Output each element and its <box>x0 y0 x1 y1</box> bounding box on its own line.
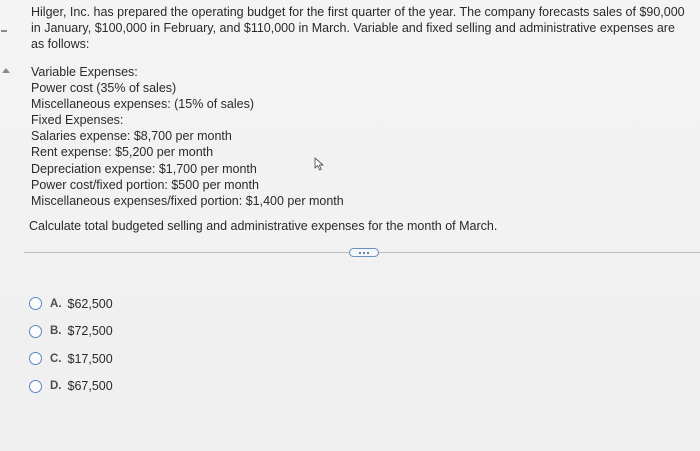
expense-line: Rent expense: $5,200 per month <box>31 145 214 160</box>
radio-button[interactable] <box>29 297 42 310</box>
mouse-cursor-icon <box>314 157 326 171</box>
ellipsis-icon <box>359 252 361 254</box>
option-letter: D. <box>50 380 62 393</box>
expense-line: Miscellaneous expenses/fixed portion: $1,400 per month <box>31 193 344 208</box>
option-text: $62,500 <box>67 296 113 311</box>
expense-line: Power cost/fixed portion: $500 per month <box>31 177 259 192</box>
radio-button[interactable] <box>29 352 42 365</box>
expense-line: Miscellaneous expenses: (15% of sales) <box>31 97 255 112</box>
ellipsis-icon <box>363 252 365 254</box>
expense-line: Depreciation expense: $1,700 per month <box>31 161 257 176</box>
option-letter: C. <box>50 352 62 365</box>
option-b[interactable] <box>29 318 113 346</box>
option-text: $67,500 <box>67 379 113 394</box>
option-text: $72,500 <box>67 324 113 339</box>
collapse-arrow-icon[interactable] <box>2 68 10 73</box>
question-intro: Hilger, Inc. has prepared the operating budget for the first quarter of the year. The company forecasts sales of $90,000 in January, $100,000 in February, and $110,000 in March. Variable and fixed selling and administrative expenses are as follows: <box>31 5 685 51</box>
option-text: $17,500 <box>67 351 113 366</box>
radio-button[interactable] <box>29 380 42 393</box>
more-button[interactable] <box>349 248 379 257</box>
option-letter: B. <box>50 325 62 338</box>
option-letter: A. <box>50 297 62 310</box>
option-d[interactable] <box>29 373 113 401</box>
margin-tick-icon <box>1 30 7 32</box>
expense-line: Salaries expense: $8,700 per month <box>31 129 232 144</box>
ellipsis-icon <box>367 252 369 254</box>
option-a[interactable] <box>29 290 113 318</box>
option-c[interactable] <box>29 345 113 373</box>
expense-line: Fixed Expenses: <box>31 113 124 128</box>
expense-line: Variable Expenses: <box>31 65 138 79</box>
radio-button[interactable] <box>29 325 42 338</box>
answer-options <box>29 290 113 400</box>
question-prompt: Calculate total budgeted selling and administrative expenses for the month of March. <box>29 219 498 233</box>
expense-list <box>31 64 344 209</box>
expense-line: Power cost (35% of sales) <box>31 81 177 96</box>
